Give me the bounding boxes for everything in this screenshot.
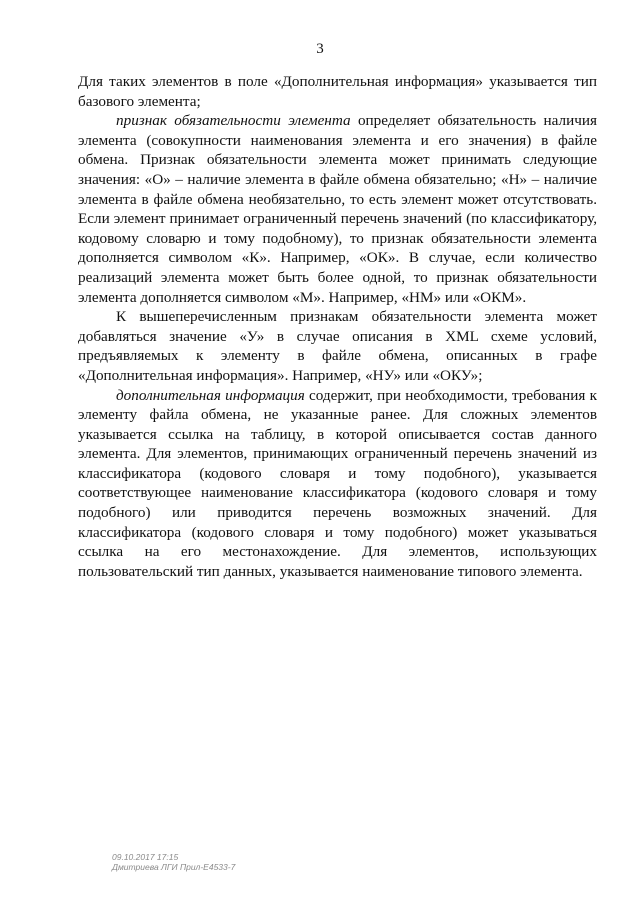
document-footer-stamp xyxy=(112,852,235,872)
footer-timestamp: 09.10.2017 17:15 xyxy=(112,852,179,862)
paragraph-additional-info xyxy=(78,386,597,582)
term-mandatory-attribute: признак обязательности элемента xyxy=(116,112,351,130)
footer-file-reference: Дмитриева ЛГИ Прил-Е4533-7 xyxy=(112,862,236,872)
paragraph-text: определяет обязательность наличия элемента (совокупности наименования элемента и его значения) в файле обмена. Признак обязательности элемента может принимать следующие значения: «О» – наличие элемента в файле обмена обязательно; «Н» – наличие элемента в файле обмена необязательно, то есть элемент может отсутствовать. Если элемент принимает ограниченный перечень значений (по классификатору, кодовому словарю и тому подобному), то признак обязательности элемента дополняется символом «К». Например, «ОК». В случае, если количество реализаций элемента может быть более одной, то признак обязательности элемента дополняется символом «М». Например, «НМ» или «ОКМ». xyxy=(78,112,597,306)
paragraph-text: К вышеперечисленным признакам обязательности элемента может добавляться значение «У» в случае описания в XML схеме условий, предъявляемых к элементу в файле обмена, описанных в графе «Дополнительная информация». Например, «НУ» или «ОКУ»; xyxy=(78,308,597,384)
page-number: 3 xyxy=(316,41,324,57)
paragraph-base-element xyxy=(78,72,597,111)
term-additional-info: дополнительная информация xyxy=(116,386,305,404)
paragraph-text: Для таких элементов в поле «Дополнительная информация» указывается тип базового элемента; xyxy=(78,73,597,110)
document-body xyxy=(78,72,597,581)
paragraph-condition-value xyxy=(78,307,597,385)
paragraph-text: содержит, при необходимости, требования к элементу файла обмена, не указанные ранее. Для сложных элементов указывается ссылка на таблицу, в которой описывается состав данного элемента. Для элементов, принимающих ограниченный перечень значений из классификатора (кодового словаря и тому подобного), указывается соответствующее наименование классификатора (кодового словаря и тому подобного) или приводится перечень возможных значений. Для классификатора (кодового словаря и тому подобного) может указываться ссылка на его местонахождение. Для элементов, использующих пользовательский тип данных, указывается наименование типового элемента. xyxy=(78,386,597,580)
paragraph-mandatory-attribute xyxy=(78,111,597,307)
